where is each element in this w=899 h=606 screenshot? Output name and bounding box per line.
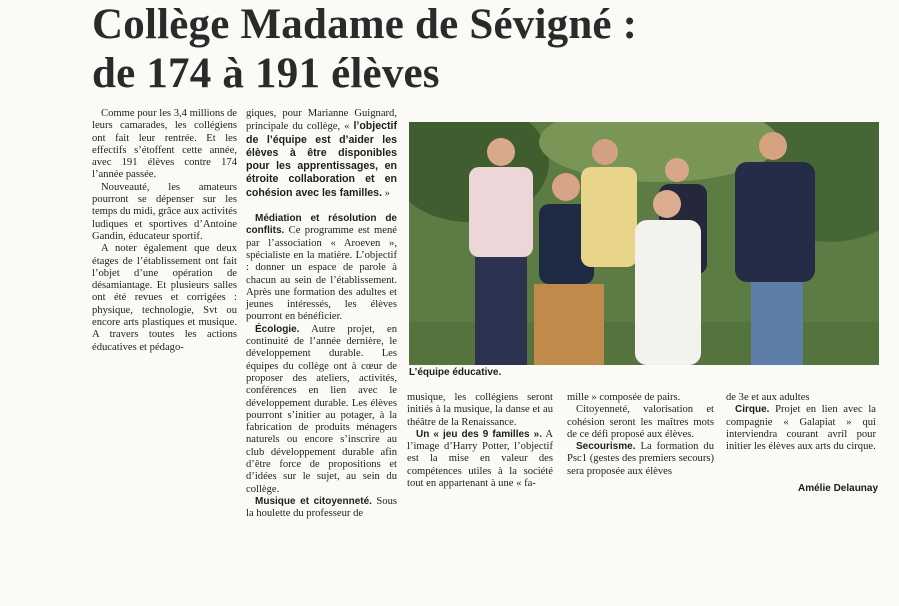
col2-paragraph-1 (246, 108, 397, 200)
col1-paragraph-2: Nouveauté, les amateurs pourront se dépenser sur les temps du midi, grâce aux activités ludiques et sportives d’Antoine Gandin, éducateur sportif. (92, 181, 237, 242)
col3-paragraph-2 (407, 429, 553, 490)
col2-p2-text: Ce programme est mené par l’association « Aroeven », spécialiste en la matière. L’objectif : donner un espace de parole à chacun au sein de l’établissement. Après une formation des adultes et jeunes intéressés, les élèves pourront en bénéficier. (246, 225, 397, 323)
author-signature: Amélie Delaunay (798, 483, 879, 494)
subhead-musique: Musique et citoyenneté. (255, 495, 372, 507)
col2-p1-close: » (382, 187, 390, 199)
team-photo-image (409, 122, 879, 365)
column-4 (567, 392, 714, 478)
subhead-jeu-familles: Un « jeu des 9 familles ». (416, 428, 543, 440)
col5-paragraph-1: de 3e et aux adultes (726, 392, 810, 403)
col3-paragraph-1: musique, les collégiens seront initiés à la musique, la danse et au théâtre de la Renaissance. (407, 392, 553, 428)
col1-paragraph-1: Comme pour les 3,4 millions de leurs camarades, les collégiens ont fait leur rentrée. Et les effectifs s’étoffent cette année, avec 191 élèves contre 174 l’année passée. (92, 108, 237, 181)
team-photo (409, 122, 879, 365)
col1-paragraph-3: A noter également que deux étages de l’établissement ont fait l’objet d’une opération de désamiantage. Et plusieurs salles ont été revues et corrigées : physique, technologie, Svt ou encore arts plastiques et musique. A travers toutes les actions éducatives et pédago- (92, 243, 237, 353)
column-5 (726, 392, 876, 453)
column-1 (92, 108, 237, 354)
col3-p2-text: A l’image d’Harry Potter, l’objectif est la mise en valeur des compétences utiles à la société tout en appartenant à une « fa- (407, 428, 553, 490)
subhead-cirque: Cirque. (735, 404, 770, 416)
col4-p3-text: La formation du Psc1 (gestes des premiers secours) sera proposée aux élèves (567, 441, 714, 477)
headline (92, 0, 882, 98)
col4-paragraph-3 (567, 441, 714, 478)
column-3 (407, 392, 553, 490)
photo-caption: L’équipe éducative. (409, 367, 502, 378)
subhead-secourisme: Secourisme. (576, 441, 636, 453)
col2-paragraph-2 (246, 213, 397, 324)
headline-line-1: Collège Madame de Sévigné : (92, 1, 638, 48)
column-2 (246, 108, 397, 521)
subhead-mediation: Médiation et résolution de conflits. (246, 213, 397, 237)
quote-principal: l’objectif de l’équipe est d’aider les élèves à être disponibles pour les apprentissages, en étroite collaboration et en cohésion avec les familles. (246, 120, 397, 199)
col2-p4-text: Sous la houlette du professeur de (246, 495, 398, 520)
col2-paragraph-4 (246, 496, 397, 521)
col2-paragraph-3 (246, 324, 397, 496)
col4-paragraph-1: mille » composée de pairs. (567, 392, 681, 403)
subhead-ecologie: Écologie. (255, 323, 300, 335)
col5-p2-text: Projet en lien avec la compagnie « Galapiat » qui interviendra courant avril pour initier les élèves aux arts du cirque. (726, 404, 876, 453)
col5-paragraph-2 (726, 404, 876, 453)
col2-p3-text: Autre projet, en continuité de l’année dernière, le développement durable. Les équipes du collège ont à cœur de proposer des ateliers, activités, conférences en lien avec le développement durable. Les élèves pourront s’initier au potager, à la fabrication de produits ménagers naturels ou encore s’inscrire au club développement durable afin d’être force de propositions et d’idées sur le sujet, au sein du collège. (246, 323, 397, 495)
headline-line-2: de 174 à 191 élèves (92, 50, 440, 97)
col4-paragraph-2: Citoyenneté, valorisation et cohésion seront les maîtres mots de ce défi proposé aux élèves. (567, 404, 714, 440)
col2-p1-lead: giques, pour Marianne Guignard, principale du collège, « (246, 108, 397, 133)
